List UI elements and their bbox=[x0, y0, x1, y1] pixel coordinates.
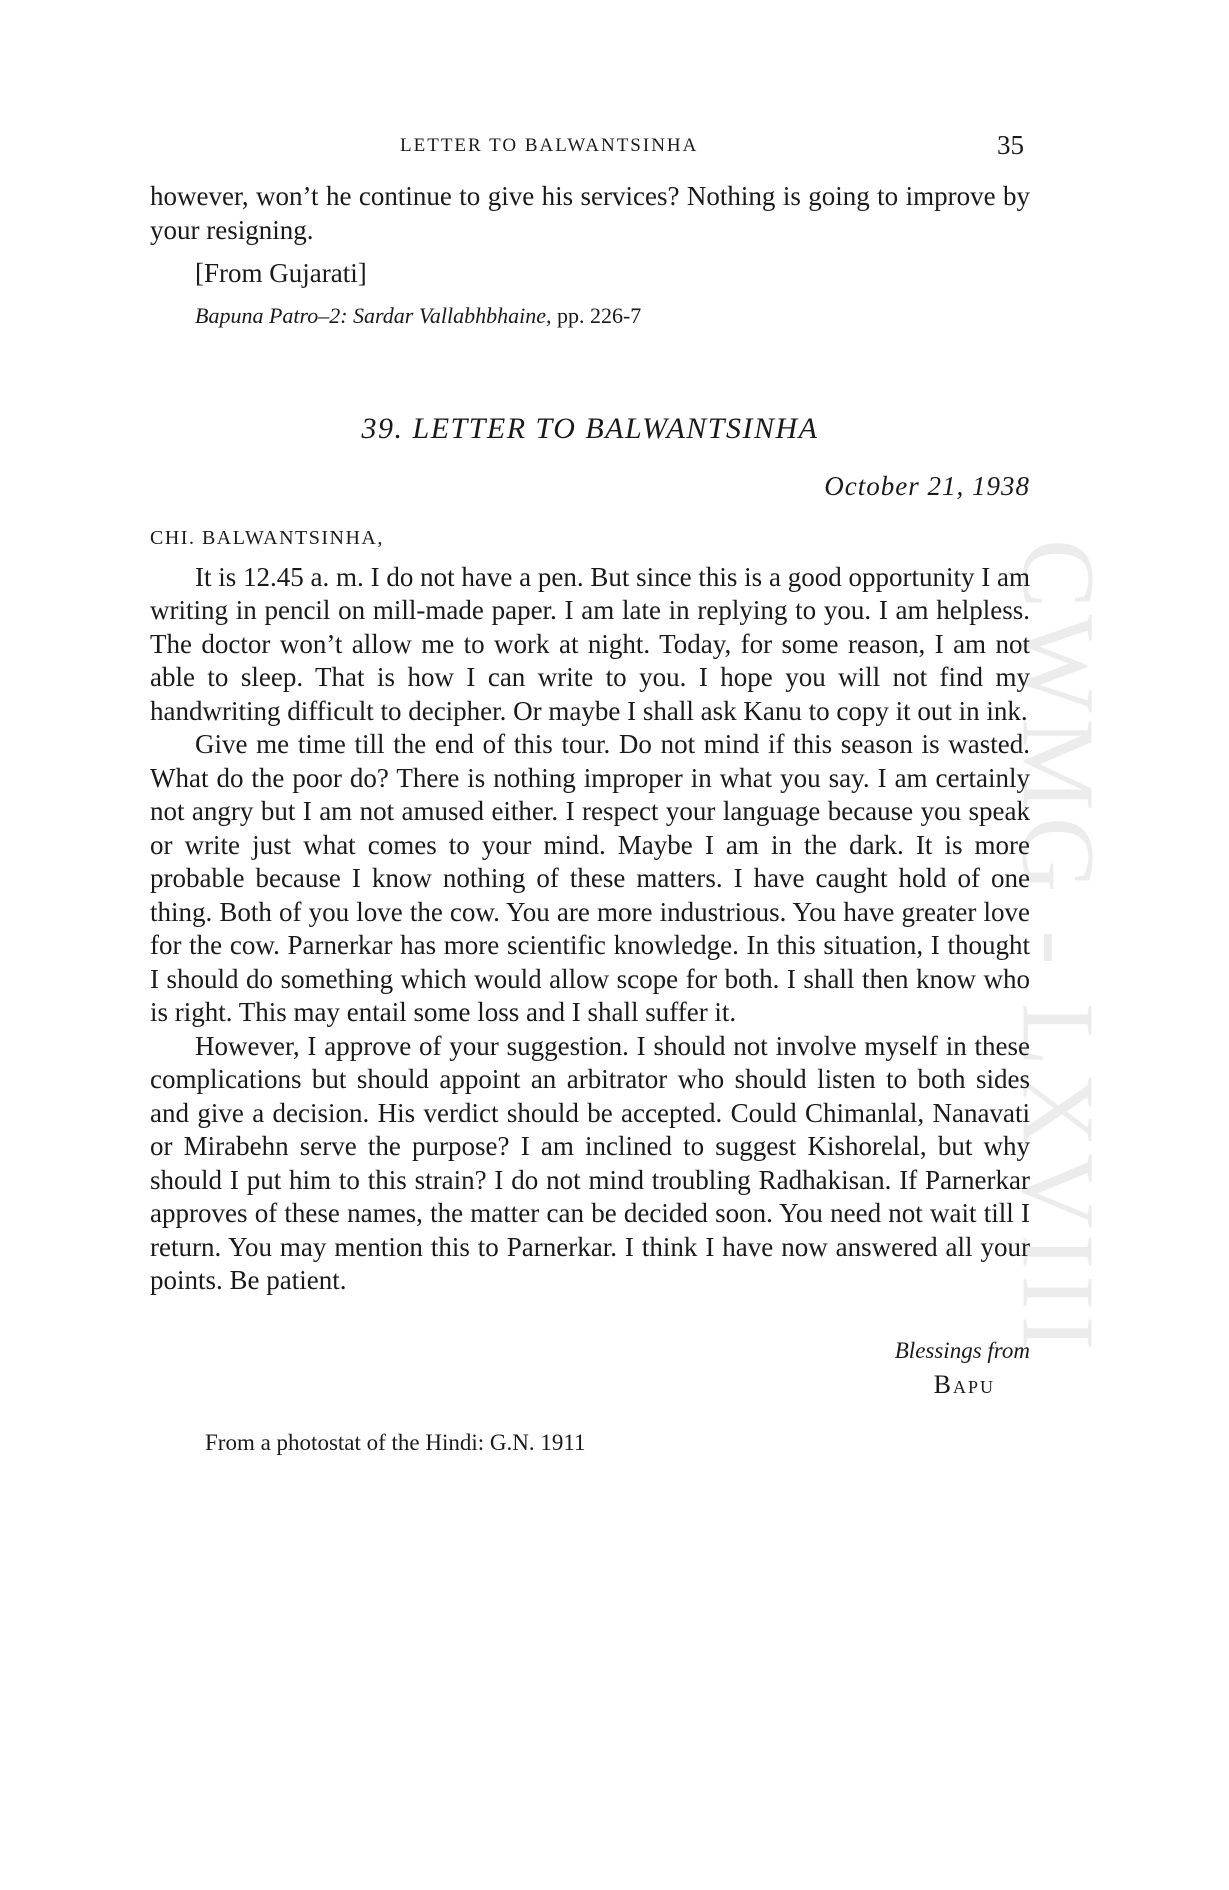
letter-heading: 39. LETTER TO BALWANTSINHA bbox=[361, 411, 819, 445]
letter-paragraph-1: It is 12.45 a. m. I do not have a pen. But since this is a good opportunity I am writing in pencil on mill-made paper. I am late in replying to you. I am helpless. The doctor won’t allow me to work at night. Today, for some reason, I am not able to sleep. That is how I can write to you. I hope you will not find my handwriting difficult to decipher. Or maybe I shall ask Kanu to copy it out in ink. bbox=[150, 561, 1030, 726]
letter-closing bbox=[150, 1334, 1030, 1402]
letter-paragraph-2: Give me time till the end of this tour. Do not mind if this season is wasted. What do the poor do? There is nothing improper in what you say. I am certainly not angry but I am not amused either. I respect your language because you speak or write just what comes to your mind. Maybe I am in the dark. It is more probable because I know nothing of these matters. I have caught hold of one thing. Both of you love the cow. You are more industrious. You have greater love for the cow. Parnerkar has more scientific knowledge. In this situation, I thought I should do something which would allow scope for both. I shall then know who is right. This may entail some loss and I shall suffer it. bbox=[150, 729, 1030, 1027]
page-number: 35 bbox=[997, 130, 1024, 160]
page-content bbox=[150, 180, 1030, 1458]
continued-paragraph: however, won’t he continue to give his services? Nothing is going to improve by your resigning. bbox=[150, 181, 1030, 245]
citation-title: Bapuna Patro–2: Sardar Vallabhbhaine bbox=[195, 302, 546, 328]
watermark-text: CWMG - LXVIII bbox=[1000, 539, 1116, 1357]
citation-pages: , pp. 226-7 bbox=[545, 302, 642, 328]
letter-body bbox=[150, 561, 1030, 1298]
running-head: LETTER TO BALWANTSINHA bbox=[400, 135, 699, 156]
closing-phrase: Blessings from bbox=[894, 1337, 1030, 1363]
previous-citation bbox=[195, 301, 1030, 331]
signature: Bapu bbox=[933, 1369, 995, 1399]
letter-paragraph-3: However, I approve of your suggestion. I should not involve myself in these complications but should appoint an arbitrator who should listen to both sides and give a decision. His verdict should be accepted. Could Chimanlal, Nanavati or Mirabehn serve the purpose? I am inclined to suggest Kishorelal, but why should I put him to this strain? I do not mind troubling Radhakisan. If Parnerkar approves of these names, the matter can be decided soon. You need not wait till I return. You may mention this to Parnerkar. I think I have now answered all your points. Be patient. bbox=[150, 1030, 1030, 1295]
letter-source-note: From a photostat of the Hindi: G.N. 1911 bbox=[205, 1429, 586, 1455]
letter-date: October 21, 1938 bbox=[824, 470, 1030, 501]
previous-source-note: [From Gujarati] bbox=[195, 258, 367, 288]
letter-salutation: CHI. BALWANTSINHA, bbox=[150, 526, 384, 549]
